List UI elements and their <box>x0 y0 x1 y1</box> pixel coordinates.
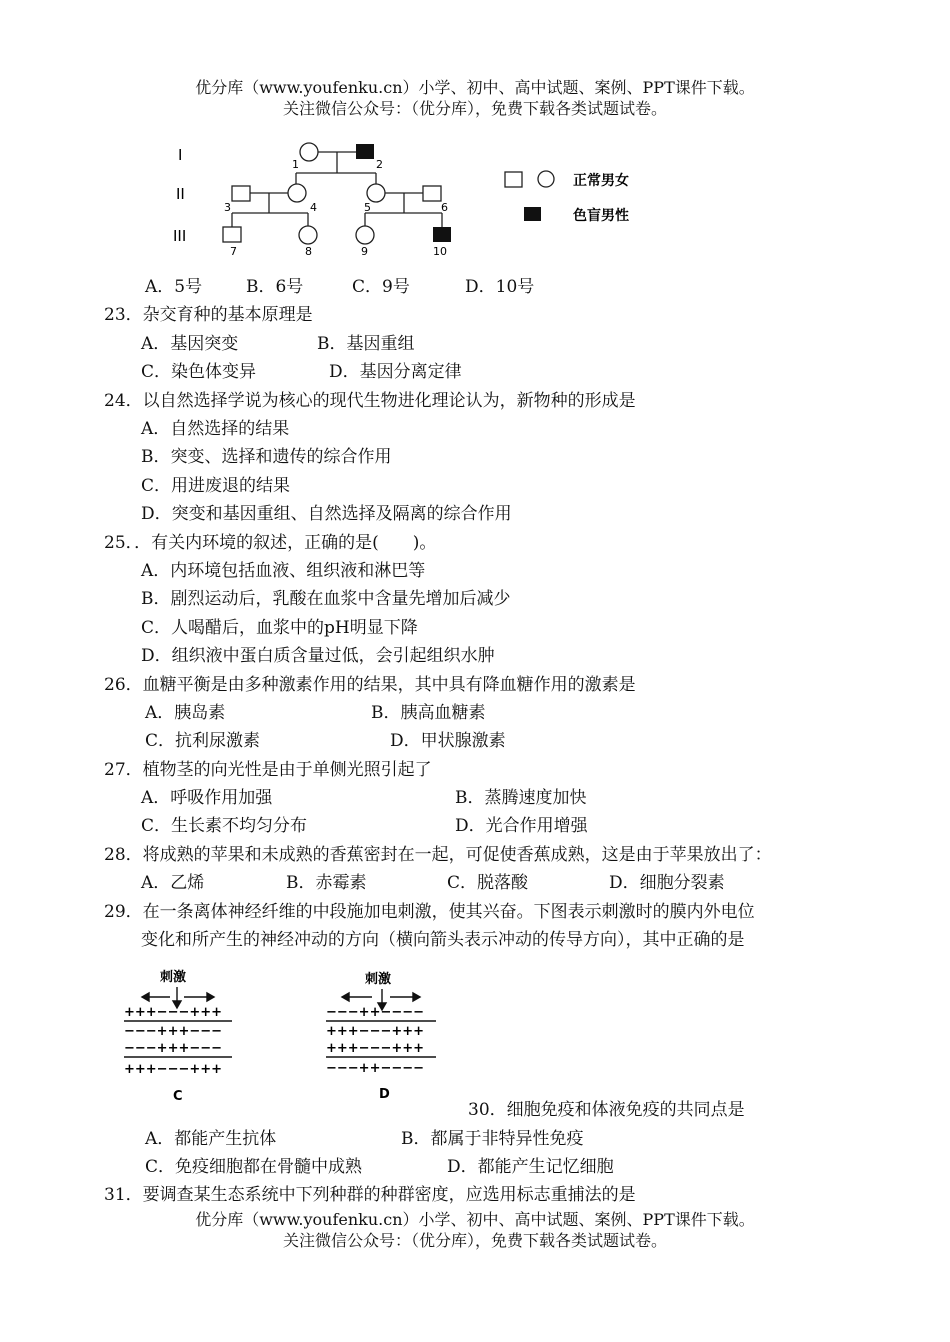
legend-male-normal <box>505 172 522 187</box>
q27-option-b[interactable]: B．蒸腾速度加快 <box>455 788 587 808</box>
q30-option-a[interactable]: A．都能产生抗体 <box>145 1129 277 1149</box>
q30-option-c[interactable]: C．免疫细胞都在骨髓中成熟 <box>145 1157 363 1177</box>
q24-option-d[interactable]: D．突变和基因重组、自然选择及隔离的综合作用 <box>141 504 512 524</box>
charge-row: +++−−−+++ <box>124 1005 223 1020</box>
q22-option-b[interactable]: B．6号 <box>246 277 304 297</box>
q23-option-a[interactable]: A．基因突变 <box>141 334 239 354</box>
q28-option-a[interactable]: A．乙烯 <box>141 873 205 893</box>
q26-option-d[interactable]: D．甲状腺激素 <box>390 731 506 751</box>
legend-affected-label: 色盲男性 <box>573 208 629 224</box>
q24-stem: 24．以自然选择学说为核心的现代生物进化理论认为，新物种的形成是 <box>104 391 636 411</box>
pedigree-number: 8 <box>305 245 312 258</box>
pedigree-individual-1 <box>300 143 318 161</box>
q31-stem: 31．要调查某生态系统中下列种群的种群密度，应选用标志重捕法的是 <box>104 1185 636 1205</box>
q29-stem-line-2: 变化和所产生的神经冲动的方向（横向箭头表示冲动的传导方向），其中正确的是 <box>141 930 745 950</box>
q26-option-c[interactable]: C．抗利尿激素 <box>145 731 261 751</box>
pedigree-individual-2 <box>356 144 374 159</box>
charge-row: −−−++−−−− <box>326 1005 425 1020</box>
charge-row: −−−++−−−− <box>326 1061 425 1076</box>
q27-option-d[interactable]: D．光合作用增强 <box>455 816 588 836</box>
generation-label: III <box>173 227 187 245</box>
q28-stem: 28．将成熟的苹果和未成熟的香蕉密封在一起，可促使香蕉成熟，这是由于苹果放出了： <box>104 845 772 865</box>
pedigree-individual-3 <box>232 186 250 201</box>
q28-option-c[interactable]: C．脱落酸 <box>447 873 529 893</box>
figure-label: C <box>173 1089 183 1104</box>
q28-option-b[interactable]: B．赤霉素 <box>286 873 367 893</box>
pedigree-individual-8 <box>299 226 317 244</box>
q24-option-c[interactable]: C．用进废退的结果 <box>141 476 291 496</box>
legend-affected-male <box>524 207 541 221</box>
pedigree-number: 5 <box>364 201 371 214</box>
q26-option-a[interactable]: A．胰岛素 <box>145 703 226 723</box>
pedigree-number: 6 <box>441 201 448 214</box>
q26-option-b[interactable]: B．胰高血糖素 <box>371 703 486 723</box>
figure-label: D <box>379 1087 390 1102</box>
generation-label: I <box>178 146 183 164</box>
q23-stem: 23．杂交育种的基本原理是 <box>104 305 313 325</box>
footer-line-1: 优分库（www.youfenku.cn）小学、初中、高中试题、案例、PPT课件下载。 <box>195 1210 755 1229</box>
stimulus-label: 刺激 <box>365 972 392 987</box>
pedigree-individual-7 <box>223 227 241 242</box>
nerve-figure-c <box>118 960 248 1108</box>
pedigree-number: 2 <box>376 158 383 171</box>
charge-row: +++−−−+++ <box>124 1062 223 1077</box>
footer-line-2: 关注微信公众号：（优分库），免费下载各类试题试卷。 <box>282 1231 667 1250</box>
pedigree-individual-5 <box>367 184 385 202</box>
q26-stem: 26．血糖平衡是由多种激素作用的结果，其中具有降血糖作用的激素是 <box>104 675 636 695</box>
q23-option-c[interactable]: C．染色体变异 <box>141 362 257 382</box>
q25-option-c[interactable]: C．人喝醋后，血浆中的pH明显下降 <box>141 618 418 638</box>
q30-stem: 30．细胞免疫和体液免疫的共同点是 <box>468 1100 745 1120</box>
pedigree-number: 1 <box>292 158 299 171</box>
q25-option-d[interactable]: D．组织液中蛋白质含量过低，会引起组织水肿 <box>141 646 495 666</box>
q30-option-b[interactable]: B．都属于非特异性免疫 <box>401 1129 584 1149</box>
legend-normal-label: 正常男女 <box>573 173 629 189</box>
q27-stem: 27．植物茎的向光性是由于单侧光照引起了 <box>104 760 432 780</box>
pedigree-number: 10 <box>433 245 447 258</box>
q28-option-d[interactable]: D．细胞分裂素 <box>609 873 725 893</box>
charge-row: +++−−−+++ <box>326 1024 425 1039</box>
pedigree-number: 3 <box>224 201 231 214</box>
q27-option-a[interactable]: A．呼吸作用加强 <box>141 788 273 808</box>
q25-option-b[interactable]: B．剧烈运动后，乳酸在血浆中含量先增加后减少 <box>141 589 511 609</box>
q24-option-b[interactable]: B．突变、选择和遗传的综合作用 <box>141 447 392 467</box>
q27-option-c[interactable]: C．生长素不均匀分布 <box>141 816 308 836</box>
charge-row: −−−+++−−− <box>124 1041 223 1056</box>
charge-row: +++−−−+++ <box>326 1041 425 1056</box>
q25-option-a[interactable]: A．内环境包括血液、组织液和淋巴等 <box>141 561 426 581</box>
pedigree-individual-10 <box>433 227 451 242</box>
generation-label: II <box>176 185 185 203</box>
header-line-1: 优分库（www.youfenku.cn）小学、初中、高中试题、案例、PPT课件下载。 <box>195 78 755 97</box>
charge-row: −−−+++−−− <box>124 1024 223 1039</box>
legend-female-normal <box>538 171 554 187</box>
pedigree-individual-4 <box>288 184 306 202</box>
q24-option-a[interactable]: A．自然选择的结果 <box>141 419 290 439</box>
q29-stem-line-1: 29．在一条离体神经纤维的中段施加电刺激，使其兴奋。下图表示刺激时的膜内外电位 <box>104 902 755 922</box>
nerve-figure-d <box>320 960 450 1108</box>
pedigree-individual-9 <box>356 226 374 244</box>
pedigree-number: 9 <box>361 245 368 258</box>
pedigree-number: 4 <box>310 201 317 214</box>
q22-option-d[interactable]: D．10号 <box>465 277 535 297</box>
pedigree-number: 7 <box>230 245 237 258</box>
pedigree-chart <box>160 135 680 265</box>
header-line-2: 关注微信公众号：（优分库），免费下载各类试题试卷。 <box>282 99 667 118</box>
q23-option-b[interactable]: B．基因重组 <box>317 334 415 354</box>
pedigree-individual-6 <box>423 186 441 201</box>
q23-option-d[interactable]: D．基因分离定律 <box>329 362 462 382</box>
q30-option-d[interactable]: D．都能产生记忆细胞 <box>447 1157 614 1177</box>
q22-option-c[interactable]: C．9号 <box>352 277 410 297</box>
q25-stem: 25．．有关内环境的叙述，正确的是( )。 <box>104 533 437 553</box>
q22-option-a[interactable]: A．5号 <box>145 277 203 297</box>
stimulus-label: 刺激 <box>160 970 187 985</box>
